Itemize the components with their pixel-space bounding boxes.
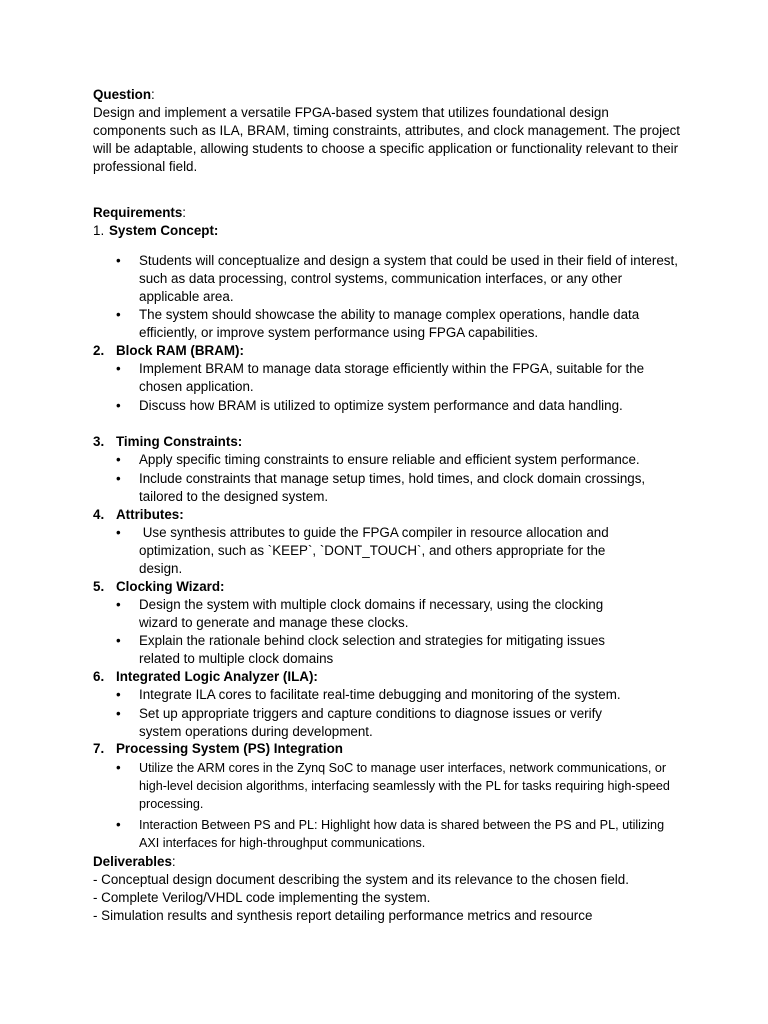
deliverables-heading: Deliverables: [93,854,176,869]
bullet-text: Utilize the ARM cores in the Zynq SoC to manage user interfaces, network communications, or high-level decision algorithms, interfacing seamlessly with the PL for tasks requiring high-speed processing. [139,761,670,811]
section-number: 6. [93,669,105,684]
deliverable-item: - Conceptual design document describing the system and its relevance to the chosen field. [93,872,629,887]
bullet-text: Implement BRAM to manage data storage efficiently within the FPGA, suitable for the chosen application. [139,361,645,394]
bullet-text: Discuss how BRAM is utilized to optimize system performance and data handling. [139,398,623,413]
bullet-icon: • [116,687,121,702]
section-number: 2. [93,343,105,358]
bullet-text: Design the system with multiple clock domains if necessary, using the clocking wizard to generate and manage these clocks. [139,597,604,630]
question-text: Design and implement a versatile FPGA-based system that utilizes foundational design components such as ILA, BRAM, timing constraints, attributes, and clock management. The project will be adaptable, allowing students to choose a specific application or functionality relevant to their professional field. [93,105,680,174]
section-number: 3. [93,434,105,449]
bullet-text: Integrate ILA cores to facilitate real-time debugging and monitoring of the system. [139,687,621,702]
bullet-icon: • [116,597,121,612]
bullet-icon: • [116,633,121,648]
bullet-icon: • [116,760,121,775]
bullet-text: Explain the rationale behind clock selection and strategies for mitigating issues related to multiple clock domains [139,633,605,666]
deliverable-item: - Complete Verilog/VHDL code implementing the system. [93,890,431,905]
question-heading: Question: [93,87,155,102]
bullet-text: Interaction Between PS and PL: Highlight how data is shared between the PS and PL, utilizing AXI interfaces for high-throughput communications. [139,818,665,850]
bullet-icon: • [116,706,121,721]
section-title: Timing Constraints: [116,434,243,449]
section-number: 1. [93,223,105,238]
section-title: Attributes: [116,507,184,522]
section-title: System Concept: [109,223,219,238]
section-number: 5. [93,579,105,594]
bullet-icon: • [116,361,121,376]
bullet-icon: • [116,471,121,486]
section-title: Processing System (PS) Integration [116,741,343,756]
section-title: Clocking Wizard: [116,579,225,594]
bullet-text: Apply specific timing constraints to ensure reliable and efficient system performance. [139,452,640,467]
section-title: Block RAM (BRAM): [116,343,244,358]
bullet-text: Include constraints that manage setup times, hold times, and clock domain crossings, tailored to the designed system. [139,471,646,504]
bullet-icon: • [116,253,121,268]
section-number: 7. [93,741,105,756]
bullet-icon: • [116,307,121,322]
bullet-icon: • [116,817,121,832]
bullet-icon: • [116,398,121,413]
section-number: 4. [93,507,105,522]
section-title: Integrated Logic Analyzer (ILA): [116,669,318,684]
deliverable-item: - Simulation results and synthesis report detailing performance metrics and resource [93,908,593,923]
requirements-heading: Requirements: [93,205,187,220]
bullet-text: The system should showcase the ability to manage complex operations, handle data efficiently, or improve system performance using FPGA capabilities. [139,307,640,340]
bullet-text: Students will conceptualize and design a system that could be used in their field of interest, such as data processing, control systems, communication interfaces, or any other applicable area. [139,253,678,304]
bullet-icon: • [116,525,121,540]
bullet-text: Set up appropriate triggers and capture conditions to diagnose issues or verify system operations during development. [139,706,602,739]
bullet-text: Use synthesis attributes to guide the FPGA compiler in resource allocation and optimization, such as `KEEP`, `DONT_TOUCH`, and others appropriate for the design. [139,525,613,576]
bullet-icon: • [116,452,121,467]
